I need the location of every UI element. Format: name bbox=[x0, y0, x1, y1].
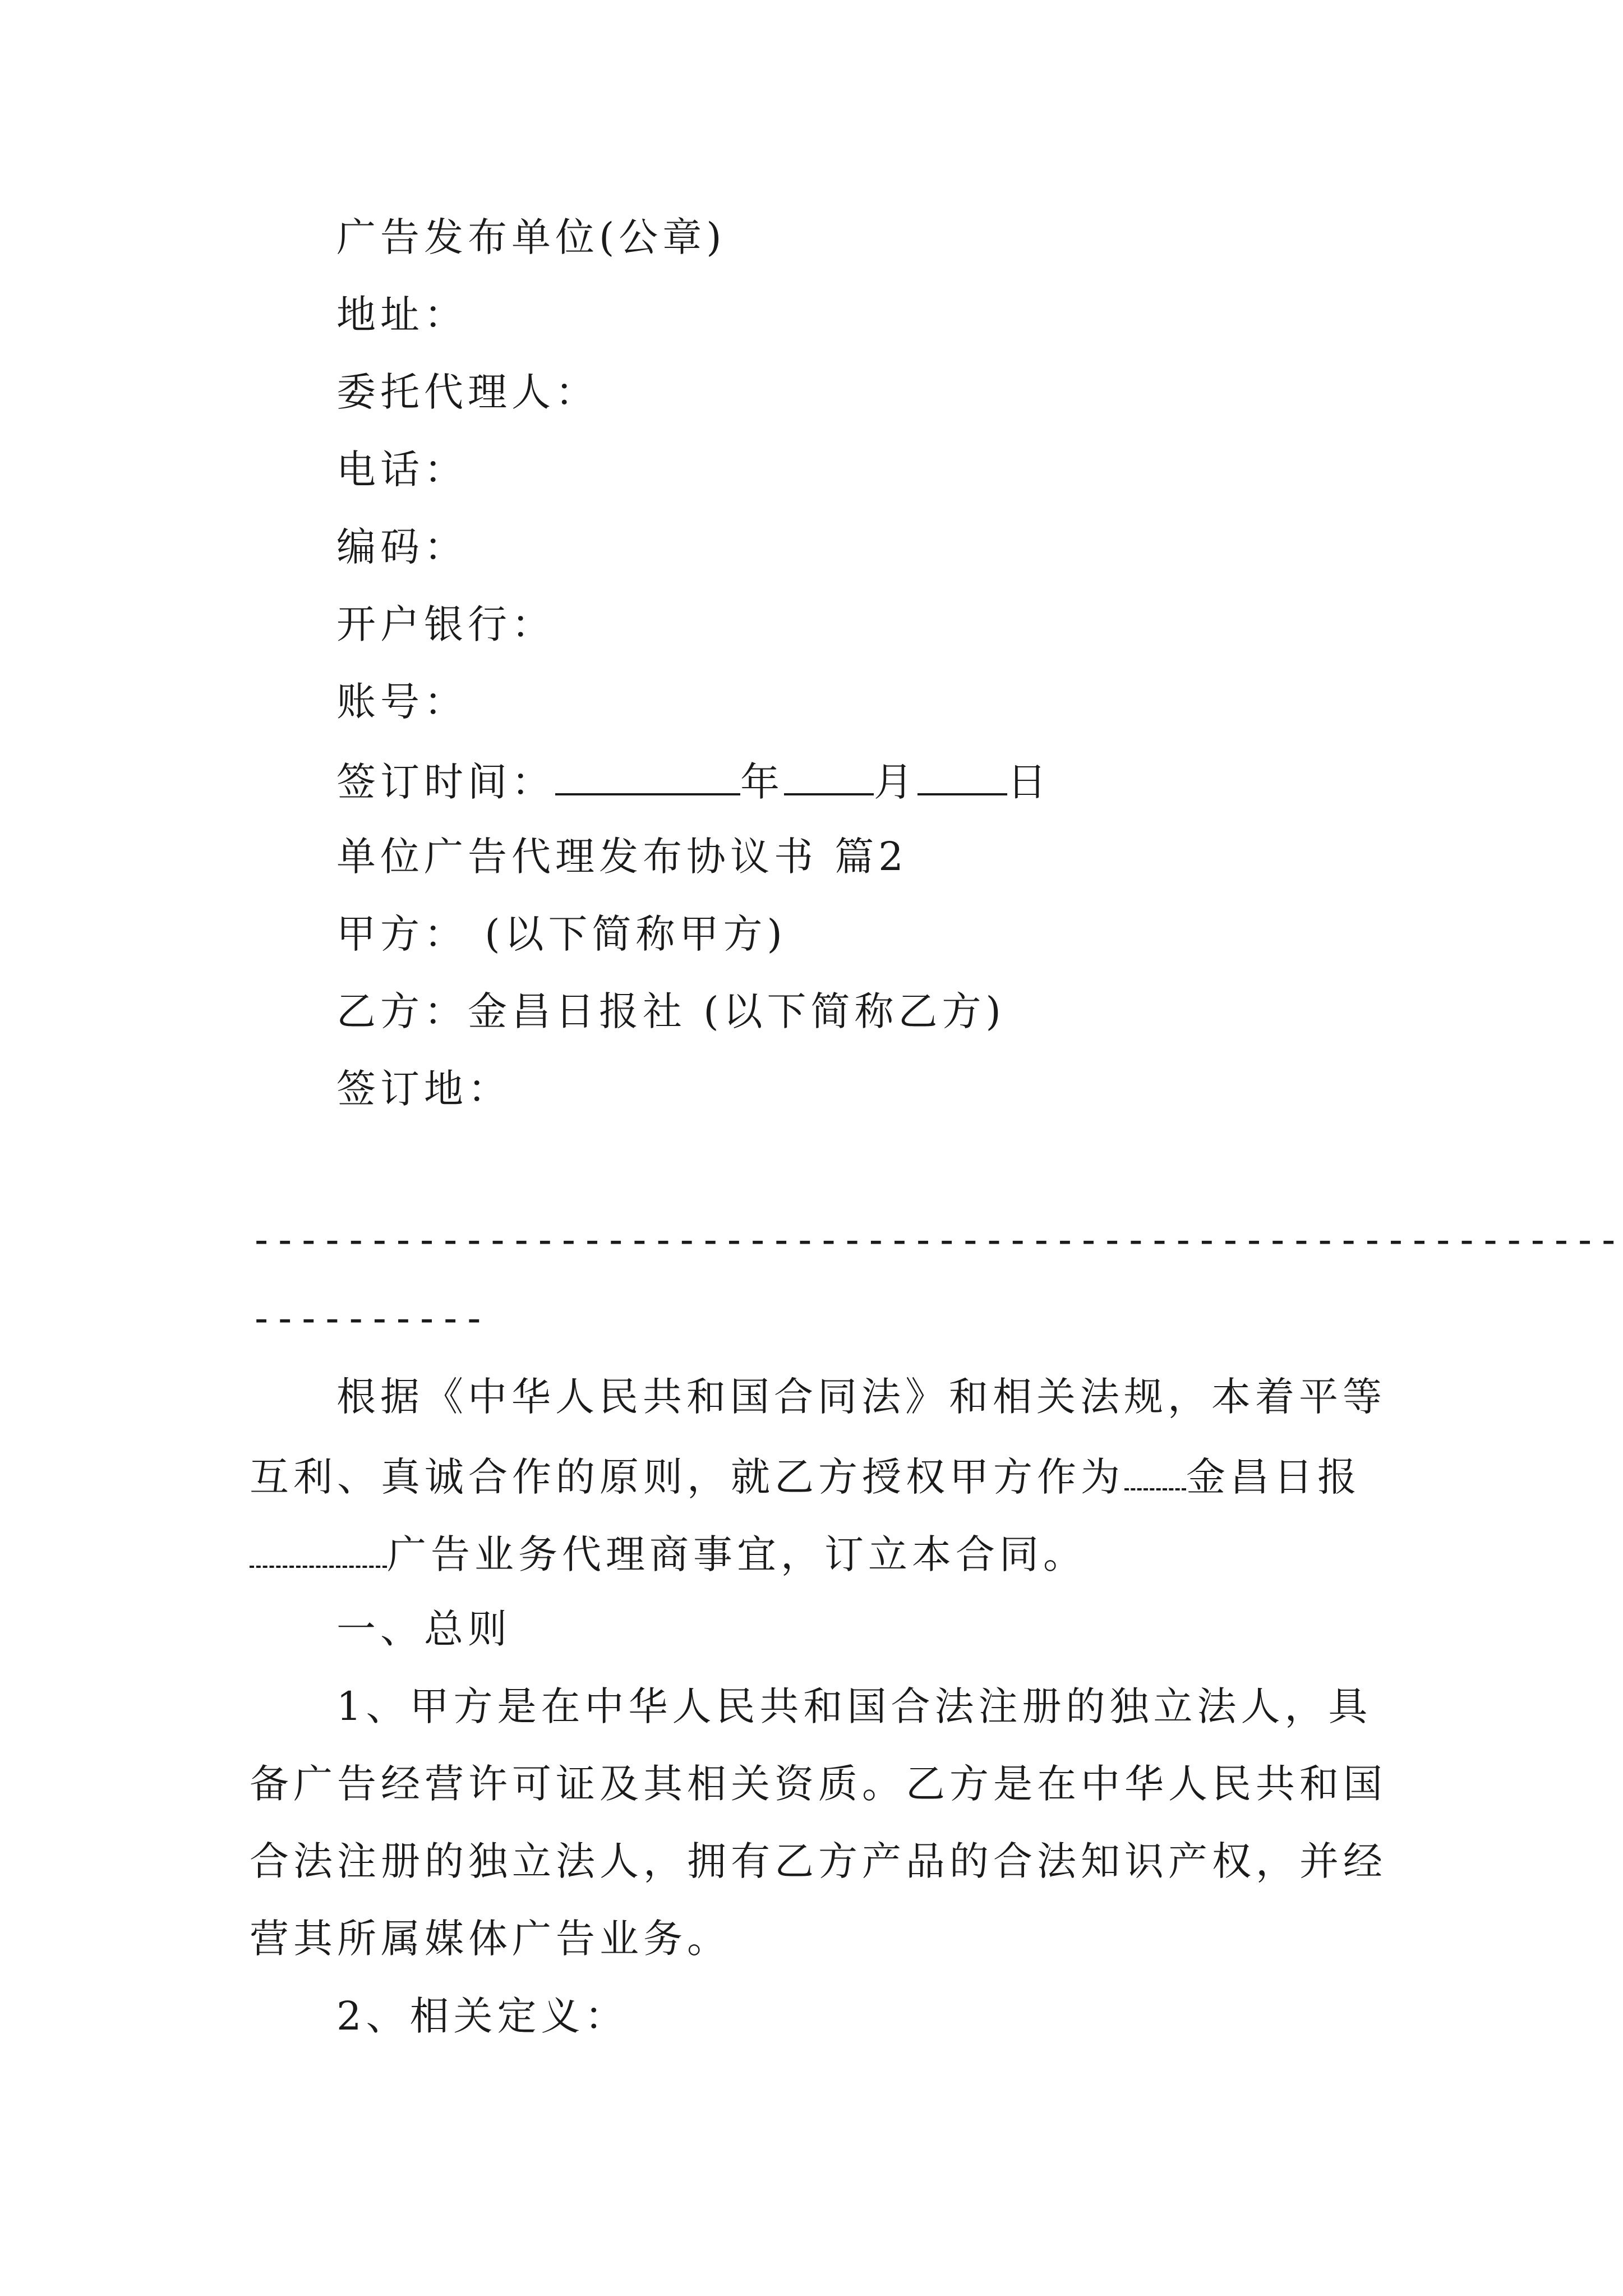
address-label: 地址： bbox=[336, 292, 468, 338]
sign-place-label: 签订地： bbox=[336, 1066, 511, 1112]
month-blank bbox=[784, 760, 874, 795]
paragraph-line bbox=[250, 1531, 1087, 1577]
postcode-label: 编码： bbox=[336, 524, 468, 570]
separator-line: ---------------------------------------------------------- bbox=[250, 1217, 1621, 1263]
section-title: 单位广告代理发布协议书 篇2 bbox=[336, 834, 908, 880]
year-label: 年 bbox=[740, 759, 784, 805]
fill-blank bbox=[1124, 1455, 1186, 1490]
account-label: 账号： bbox=[336, 679, 468, 725]
paragraph-line: 根据《中华人民共和国合同法》和相关法规，本着平等 bbox=[336, 1374, 1386, 1420]
day-blank bbox=[917, 760, 1007, 795]
day-label: 日 bbox=[1007, 759, 1051, 805]
paragraph-line: 1、甲方是在中华人民共和国合法注册的独立法人，具 bbox=[336, 1683, 1372, 1729]
bank-label: 开户银行： bbox=[336, 601, 555, 647]
sign-date-label: 签订时间： bbox=[336, 759, 555, 805]
paragraph-text: 互利、真诚合作的原则，就乙方授权甲方作为 bbox=[250, 1454, 1124, 1500]
paragraph-text: 广告业务代理商事宜，订立本合同。 bbox=[387, 1531, 1087, 1577]
publisher-seal-label: 广告发布单位(公章) bbox=[336, 214, 726, 260]
paragraph-line: 合法注册的独立法人，拥有乙方产品的合法知识产权，并经 bbox=[250, 1838, 1387, 1884]
newspaper-name: 金昌日报 bbox=[1186, 1454, 1361, 1500]
paragraph-line: 备广告经营许可证及其相关资质。乙方是在中华人民共和国 bbox=[250, 1761, 1387, 1807]
phone-label: 电话： bbox=[336, 447, 468, 493]
party-a-line: 甲方： (以下简称甲方) bbox=[336, 911, 787, 957]
year-blank bbox=[555, 760, 740, 795]
agent-label: 委托代理人： bbox=[336, 369, 599, 415]
party-b-line: 乙方：金昌日报社 (以下简称乙方) bbox=[336, 988, 1006, 1034]
definitions-heading: 2、相关定义： bbox=[336, 1993, 629, 2039]
month-label: 月 bbox=[874, 759, 917, 805]
paragraph-line: 营其所属媒体广告业务。 bbox=[250, 1916, 731, 1962]
section-heading: 一、总则 bbox=[336, 1606, 511, 1652]
sign-date-line bbox=[336, 759, 1051, 805]
separator-line-continued: ---------- bbox=[250, 1295, 486, 1341]
fill-blank bbox=[250, 1532, 387, 1568]
paragraph-line bbox=[250, 1454, 1361, 1500]
